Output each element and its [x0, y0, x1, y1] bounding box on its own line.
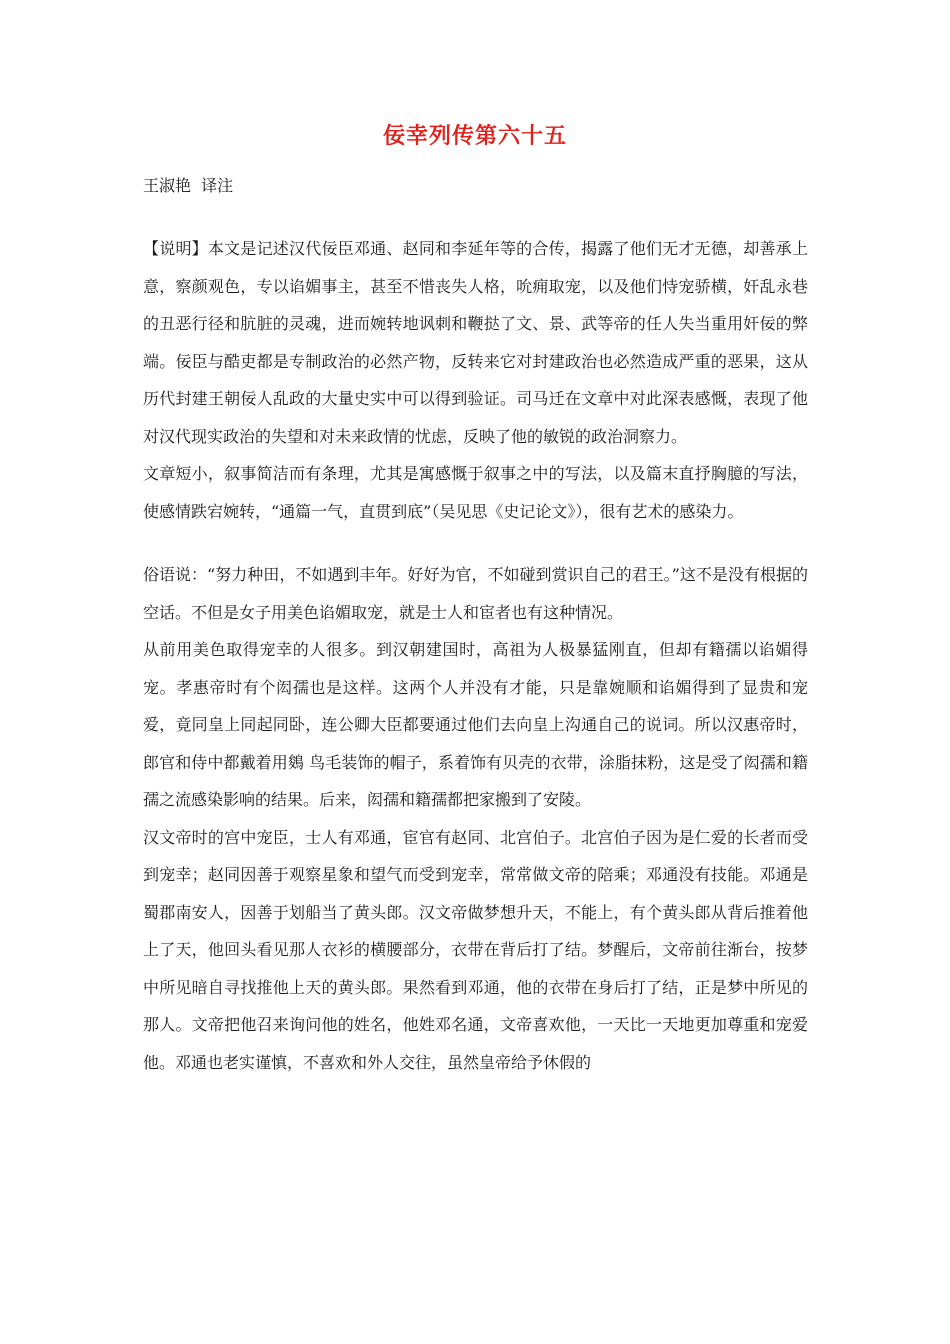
- paragraph-translation-2: 从前用美色取得宠幸的人很多。到汉朝建国时，高祖为人极暴猛刚直，但却有籍孺以谄媚得宠。孝惠帝时有个闳孺也是这样。这两个人并没有才能，只是靠婉顺和谄媚得到了显贵和宠爱，竟同皇上同起同卧，连公卿大臣都要通过他们去向皇上沟通自己的说词。所以汉惠帝时，郎官和侍中都戴着用鵕 鸟毛装饰的帽子，系着饰有贝壳的衣带，涂脂抹粉，这是受了闳孺和籍孺之流感染影响的结果。后来，闳孺和籍孺都把家搬到了安陵。: [143, 640, 808, 809]
- author-line: 王淑艳 译注: [143, 176, 234, 195]
- paragraph-translation-1: 俗语说：“努力种田，不如遇到丰年。好好为官，不如碰到赏识自己的君王。”这不是没有根据的空话。不但是女子用美色谄媚取宠，就是士人和宦者也有这种情况。: [143, 565, 808, 622]
- document-body: [143, 230, 808, 1081]
- paragraph-style-note: 文章短小，叙事简洁而有条理，尤其是寓感慨于叙事之中的写法，以及篇末直抒胸臆的写法，使感情跌宕婉转，“通篇一气，直贯到底”（吴见思《史记论文》），很有艺术的感染力。: [143, 464, 808, 521]
- paragraph-explanation: 【说明】本文是记述汉代佞臣邓通、赵同和李延年等的合传，揭露了他们无才无德，却善承上意，察颜观色，专以谄媚事主，甚至不惜丧失人格，吮痈取宠，以及他们恃宠骄横，奸乱永巷的丑恶行径和肮脏的灵魂，进而婉转地讽刺和鞭挞了文、景、武等帝的任人失当重用奸佞的弊端。佞臣与酷吏都是专制政治的必然产物，反转来它对封建政治也必然造成严重的恶果，这从历代封建王朝佞人乱政的大量史实中可以得到验证。司马迁在文章中对此深表感慨，表现了他对汉代现实政治的失望和对未来政情的忧虑，反映了他的敏锐的政治洞察力。: [143, 239, 808, 446]
- document-title: 佞幸列传第六十五: [382, 123, 567, 149]
- paragraph-gap: [143, 530, 808, 556]
- paragraph-translation-3: 汉文帝时的宫中宠臣，士人有邓通，宦官有赵同、北宫伯子。北宫伯子因为是仁爱的长者而受到宠幸；赵同因善于观察星象和望气而受到宠幸，常常做文帝的陪乘；邓通没有技能。邓通是蜀郡南安人，因善于划船当了黄头郎。汉文帝做梦想升天，不能上，有个黄头郎从背后推着他上了天，他回头看见那人衣衫的横腰部分，衣带在背后打了结。梦醒后，文帝前往渐台，按梦中所见暗自寻找推他上天的黄头郎。果然看到邓通，他的衣带在身后打了结，正是梦中所见的那人。文帝把他召来询问他的姓名，他姓邓名通，文帝喜欢他，一天比一天地更加尊重和宠爱他。邓通也老实谨慎，不喜欢和外人交往，虽然皇帝给予休假的: [143, 827, 808, 1072]
